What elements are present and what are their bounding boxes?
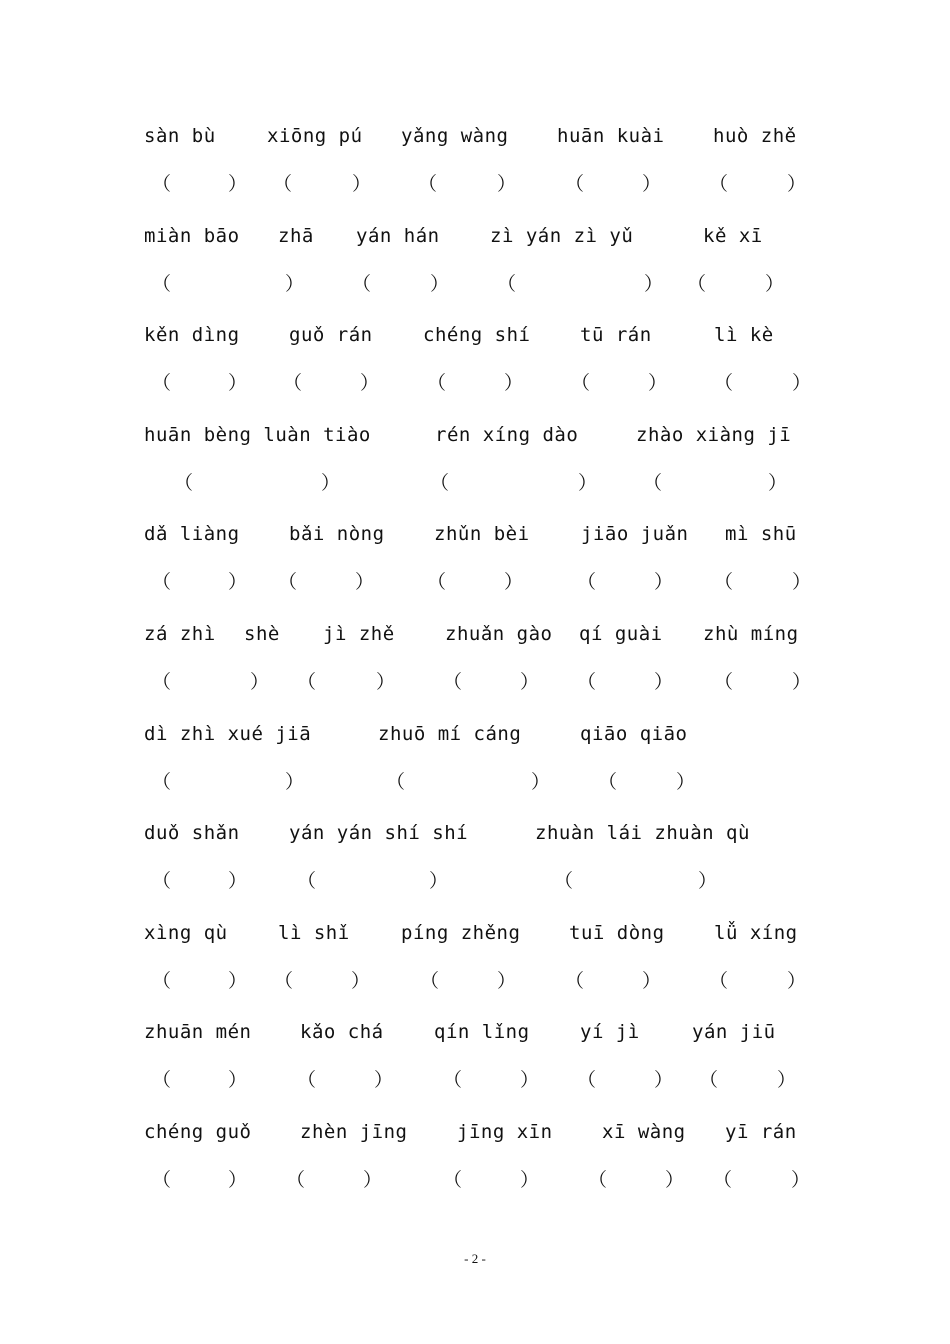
answer-box[interactable] [152,1065,247,1095]
close-paren: ） [249,671,269,693]
close-paren: ） [227,372,247,394]
answer-box[interactable] [152,667,269,697]
answer-row [0,1065,950,1095]
pinyin-word: miàn bāo [144,225,240,247]
open-paren: （ [443,671,463,693]
answer-box[interactable] [714,567,811,597]
pinyin-row [0,1117,950,1147]
answer-box[interactable] [577,667,673,697]
pinyin-word: jīng xīn [457,1121,553,1143]
pinyin-word: guǒ rán [289,324,373,346]
answer-box[interactable] [577,1065,673,1095]
pinyin-row [0,918,950,948]
pinyin-word: jì zhě [323,623,395,645]
answer-row [0,269,950,299]
open-paren: （ [699,1069,719,1091]
answer-box[interactable] [386,767,550,797]
open-paren: （ [554,870,574,892]
open-paren: （ [286,1169,306,1191]
pinyin-word: yán yán shí shí [289,822,469,844]
pinyin-word: chéng guǒ [144,1121,252,1143]
open-paren: （ [273,173,293,195]
pinyin-word: chéng shí [423,324,531,346]
pinyin-row [0,320,950,350]
close-paren: ） [786,970,806,992]
open-paren: （ [714,372,734,394]
pinyin-word: píng zhěng [401,922,521,944]
close-paren: ） [767,472,787,494]
close-paren: ） [791,671,811,693]
open-paren: （ [278,571,298,593]
pinyin-word: jiāo juǎn [581,523,689,545]
pinyin-word: kěn dìng [144,324,240,346]
answer-box[interactable] [699,1065,796,1095]
pinyin-word: yǎng wàng [401,125,509,147]
pinyin-row [0,420,950,450]
close-paren: ） [790,1169,810,1191]
answer-box[interactable] [273,169,371,199]
answer-row [0,667,950,697]
pinyin-word: kě xī [703,225,763,247]
pinyin-word: yán hán [356,225,440,247]
answer-box[interactable] [443,1165,539,1195]
close-paren: ） [653,671,673,693]
open-paren: （ [565,970,585,992]
close-paren: ） [428,870,448,892]
answer-box[interactable] [714,368,811,398]
open-paren: （ [283,372,303,394]
close-paren: ） [519,1069,539,1091]
pinyin-word: rén xíng dào [435,424,579,446]
close-paren: ） [643,273,663,295]
pinyin-word: zhào xiàng jī [636,424,792,446]
open-paren: （ [643,472,663,494]
close-paren: ） [354,571,374,593]
pinyin-word: huān kuài [557,125,665,147]
close-paren: ） [227,970,247,992]
close-paren: ） [675,771,695,793]
answer-box[interactable] [418,169,516,199]
answer-box[interactable] [274,966,370,996]
open-paren: （ [430,472,450,494]
pinyin-row [0,519,950,549]
answer-box[interactable] [297,866,448,896]
pinyin-word: huò zhě [713,125,797,147]
open-paren: （ [297,671,317,693]
close-paren: ） [350,970,370,992]
answer-box[interactable] [152,169,247,199]
pinyin-word: zhā [278,225,314,247]
close-paren: ） [351,173,371,195]
pinyin-word: qí guài [579,623,663,645]
pinyin-word: qín lǐng [434,1021,530,1043]
answer-box[interactable] [714,667,811,697]
close-paren: ） [664,1169,684,1191]
pinyin-word: shè [244,623,280,645]
open-paren: （ [588,1169,608,1191]
pinyin-row [0,619,950,649]
close-paren: ） [786,173,806,195]
answer-row [0,866,950,896]
pinyin-word: dì zhì xué jiā [144,723,312,745]
pinyin-word: zì yán zì yǔ [490,225,634,247]
open-paren: （ [571,372,591,394]
close-paren: ） [653,571,673,593]
close-paren: ） [227,571,247,593]
open-paren: （ [418,173,438,195]
pinyin-word: duǒ shǎn [144,822,240,844]
close-paren: ） [530,771,550,793]
open-paren: （ [577,671,597,693]
pinyin-word: kǎo chá [300,1021,384,1043]
answer-row [0,567,950,597]
open-paren: （ [709,173,729,195]
close-paren: ） [284,771,304,793]
answer-box[interactable] [427,567,523,597]
answer-box[interactable] [297,1065,393,1095]
close-paren: ） [227,870,247,892]
pinyin-word: lì shǐ [278,922,350,944]
answer-box[interactable] [286,1165,382,1195]
pinyin-word: zhuān mén [144,1021,252,1043]
open-paren: （ [274,970,294,992]
pinyin-row [0,121,950,151]
answer-box[interactable] [643,468,787,498]
answer-box[interactable] [152,269,304,299]
open-paren: （ [598,771,618,793]
answer-box[interactable] [443,667,539,697]
close-paren: ） [284,273,304,295]
answer-box[interactable] [709,966,806,996]
answer-box[interactable] [571,368,667,398]
open-paren: （ [714,671,734,693]
pinyin-word: zhǔn bèi [434,523,530,545]
answer-box[interactable] [713,1165,810,1195]
close-paren: ） [362,1169,382,1191]
answer-box[interactable] [352,269,449,299]
close-paren: ） [791,372,811,394]
pinyin-word: dǎ liàng [144,523,240,545]
answer-box[interactable] [497,269,663,299]
open-paren: （ [152,870,172,892]
close-paren: ） [375,671,395,693]
answer-box[interactable] [152,966,247,996]
pinyin-word: lǚ xíng [714,922,798,944]
open-paren: （ [352,273,372,295]
pinyin-word: mì shū [725,523,797,545]
open-paren: （ [577,571,597,593]
answer-box[interactable] [598,767,695,797]
close-paren: ） [641,173,661,195]
close-paren: ） [373,1069,393,1091]
close-paren: ） [577,472,597,494]
open-paren: （ [152,173,172,195]
answer-box[interactable] [430,468,597,498]
close-paren: ） [503,372,523,394]
close-paren: ） [764,273,784,295]
close-paren: ） [519,671,539,693]
page-number: - 2 - [464,1251,486,1266]
answer-box[interactable] [174,468,340,498]
pinyin-row [0,1017,950,1047]
close-paren: ） [519,1169,539,1191]
open-paren: （ [443,1169,463,1191]
answer-box[interactable] [278,567,374,597]
answer-row [0,1165,950,1195]
pinyin-word: bǎi nòng [289,523,385,545]
close-paren: ） [496,970,516,992]
open-paren: （ [709,970,729,992]
pinyin-word: tuī dòng [569,922,665,944]
open-paren: （ [152,771,172,793]
pinyin-word: sàn bù [144,125,216,147]
open-paren: （ [152,671,172,693]
close-paren: ） [429,273,449,295]
open-paren: （ [420,970,440,992]
close-paren: ） [653,1069,673,1091]
open-paren: （ [687,273,707,295]
answer-box[interactable] [152,767,304,797]
open-paren: （ [386,771,406,793]
close-paren: ） [776,1069,796,1091]
answer-box[interactable] [152,368,247,398]
close-paren: ） [227,1169,247,1191]
answer-box[interactable] [687,269,784,299]
answer-row [0,468,950,498]
answer-box[interactable] [283,368,379,398]
pinyin-word: lì kè [714,324,774,346]
pinyin-word: zhuō mí cáng [378,723,522,745]
answer-box[interactable] [577,567,673,597]
open-paren: （ [297,1069,317,1091]
open-paren: （ [152,1069,172,1091]
pinyin-row [0,719,950,749]
open-paren: （ [565,173,585,195]
open-paren: （ [427,372,447,394]
open-paren: （ [714,571,734,593]
close-paren: ） [503,571,523,593]
close-paren: ） [320,472,340,494]
pinyin-word: zhuǎn gào [445,623,553,645]
answer-box[interactable] [565,169,661,199]
answer-row [0,966,950,996]
open-paren: （ [297,870,317,892]
pinyin-word: qiāo qiāo [580,723,688,745]
open-paren: （ [152,571,172,593]
open-paren: （ [152,970,172,992]
pinyin-word: zhuàn lái zhuàn qù [535,822,750,844]
answer-box[interactable] [588,1165,684,1195]
close-paren: ） [227,1069,247,1091]
pinyin-word: huān bèng luàn tiào [144,424,371,446]
answer-box[interactable] [709,169,806,199]
open-paren: （ [152,1169,172,1191]
answer-row [0,169,950,199]
pinyin-word: zhèn jīng [300,1121,408,1143]
close-paren: ） [227,173,247,195]
pinyin-word: zhù míng [703,623,799,645]
close-paren: ） [697,870,717,892]
open-paren: （ [427,571,447,593]
open-paren: （ [152,372,172,394]
answer-box[interactable] [443,1065,539,1095]
close-paren: ） [496,173,516,195]
pinyin-word: yán jiū [692,1021,776,1043]
answer-box[interactable] [565,966,661,996]
answer-box[interactable] [420,966,516,996]
open-paren: （ [497,273,517,295]
open-paren: （ [577,1069,597,1091]
close-paren: ） [647,372,667,394]
pinyin-word: zá zhì [144,623,216,645]
close-paren: ） [641,970,661,992]
answer-box[interactable] [554,866,717,896]
answer-box[interactable] [297,667,395,697]
pinyin-word: yí jì [580,1021,640,1043]
close-paren: ） [359,372,379,394]
answer-box[interactable] [152,1165,247,1195]
open-paren: （ [174,472,194,494]
answer-box[interactable] [152,866,247,896]
answer-row [0,368,950,398]
open-paren: （ [713,1169,733,1191]
answer-box[interactable] [427,368,523,398]
pinyin-word: yī rán [725,1121,797,1143]
pinyin-word: tū rán [580,324,652,346]
pinyin-word: xìng qù [144,922,228,944]
close-paren: ） [791,571,811,593]
pinyin-row [0,818,950,848]
pinyin-word: xī wàng [602,1121,686,1143]
open-paren: （ [152,273,172,295]
answer-row [0,767,950,797]
pinyin-word: xiōng pú [267,125,363,147]
open-paren: （ [443,1069,463,1091]
pinyin-row [0,221,950,251]
answer-box[interactable] [152,567,247,597]
